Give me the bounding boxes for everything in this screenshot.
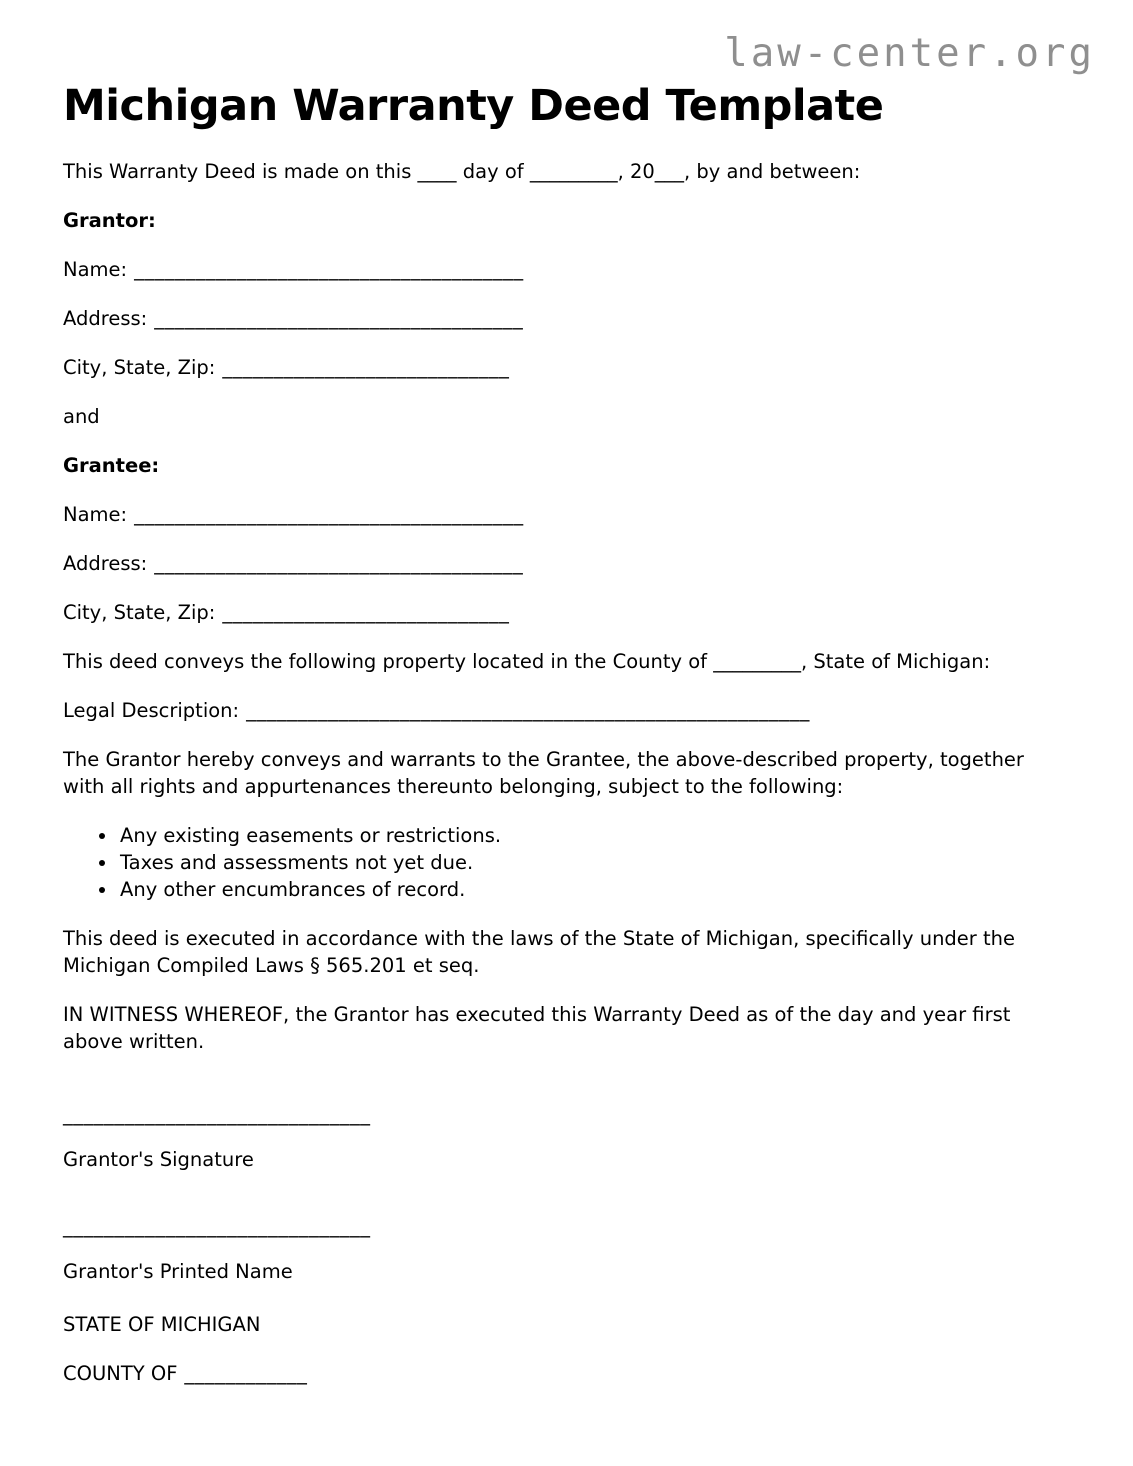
grantor-name-field	[63, 256, 1070, 283]
property-clause: This deed conveys the following property located in the County of _________, State of Michigan:	[63, 650, 991, 673]
field-blank: _______________________________________________________	[246, 699, 810, 722]
grantor-heading: Grantor:	[63, 209, 156, 232]
page-title: Michigan Warranty Deed Template	[63, 81, 884, 131]
grantor-signature-label: Grantor's Signature	[63, 1148, 254, 1171]
site-watermark: law-center.org	[724, 31, 1095, 76]
state-of-michigan-text: STATE OF MICHIGAN	[63, 1313, 261, 1336]
connector-text: and	[63, 405, 100, 428]
field-blank: ______________________________________	[134, 503, 524, 526]
field-label: City, State, Zip:	[63, 601, 216, 624]
field-blank: ______________________________________	[134, 258, 524, 281]
field-blank: ____________________________	[222, 601, 510, 624]
field-label: City, State, Zip:	[63, 356, 216, 379]
exception-item: • Any existing easements or restrictions.	[118, 822, 1070, 849]
witness-clause: IN WITNESS WHEREOF, the Grantor has executed this Warranty Deed as of the day and year first above written.	[63, 1003, 1011, 1053]
field-label: Address:	[63, 307, 148, 330]
field-label: Legal Description:	[63, 699, 240, 722]
exceptions-list	[63, 822, 1070, 903]
grantor-address-field	[63, 305, 1070, 332]
field-blank: ____________________________	[222, 356, 510, 379]
field-label: COUNTY OF	[63, 1362, 178, 1385]
grantor-printed-name-line: ______________________________	[63, 1215, 371, 1238]
field-blank: ____________	[184, 1362, 308, 1385]
exception-item: • Taxes and assessments not yet due.	[118, 849, 1070, 876]
grantee-city-state-zip-field	[63, 599, 1070, 626]
grantee-name-field	[63, 501, 1070, 528]
field-label: Name:	[63, 258, 128, 281]
exception-item: • Any other encumbrances of record.	[118, 876, 1070, 903]
grantor-signature-line: ______________________________	[63, 1103, 371, 1126]
field-label: Name:	[63, 503, 128, 526]
county-of-field	[63, 1360, 1070, 1387]
grantee-heading: Grantee:	[63, 454, 160, 477]
intro-clause: This Warranty Deed is made on this ____ day of _________, 20___, by and between:	[63, 160, 861, 183]
grantor-city-state-zip-field	[63, 354, 1070, 381]
field-blank: ____________________________________	[154, 552, 524, 575]
governing-law-clause: This deed is executed in accordance with the laws of the State of Michigan, specifically under the Michigan Compiled Laws § 565.201 et seq.	[63, 927, 1016, 977]
conveyance-clause: The Grantor hereby conveys and warrants to the Grantee, the above-described property, together with all rights and appurtenances thereunto belonging, subject to the following:	[63, 748, 1024, 798]
field-label: Address:	[63, 552, 148, 575]
legal-description-field	[63, 697, 1070, 724]
field-blank: ____________________________________	[154, 307, 524, 330]
grantor-printed-name-label: Grantor's Printed Name	[63, 1260, 293, 1283]
grantee-address-field	[63, 550, 1070, 577]
